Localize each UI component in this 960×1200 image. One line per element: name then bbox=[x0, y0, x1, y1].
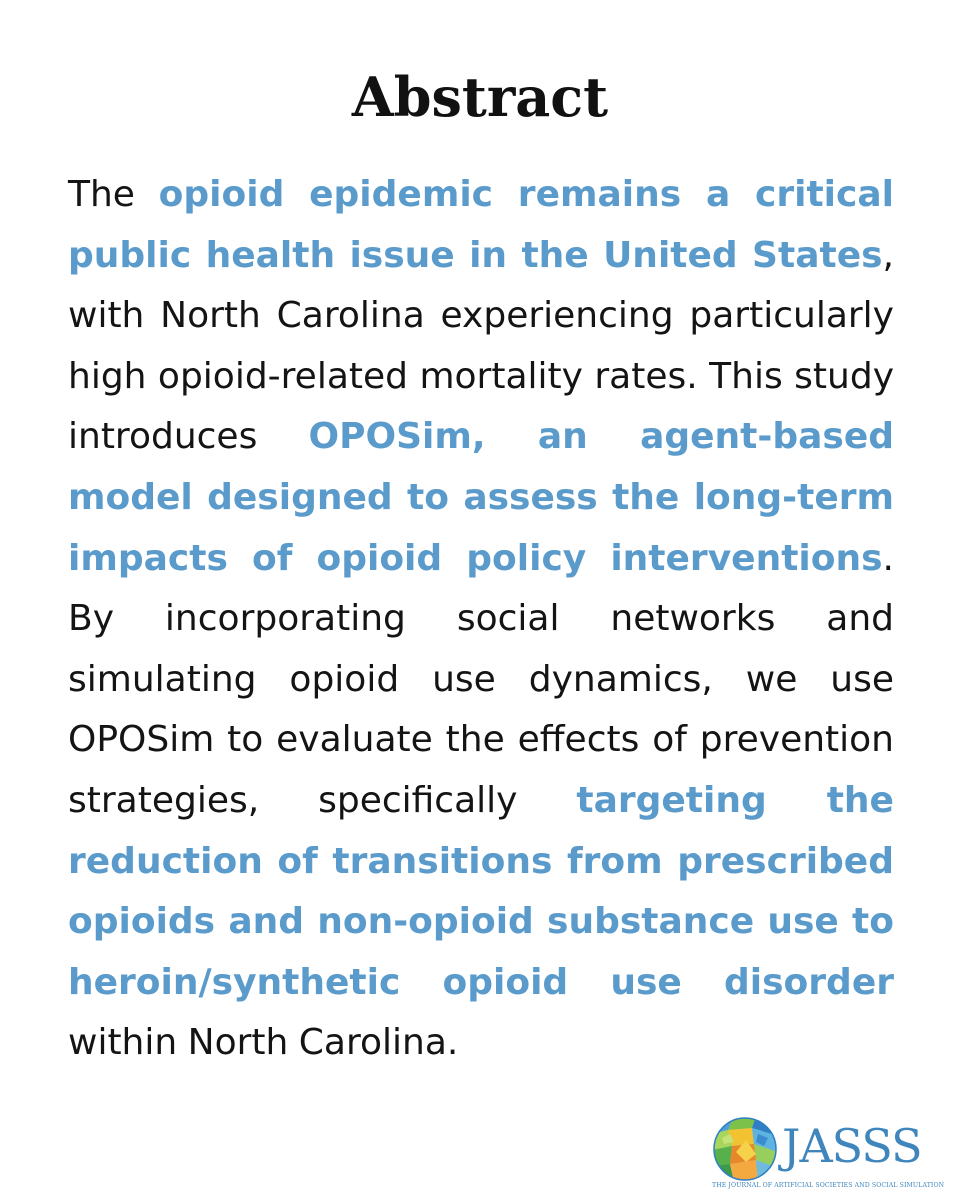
mosaic-globe-icon bbox=[712, 1116, 778, 1182]
abstract-plain-4: within North Carolina. bbox=[68, 1022, 459, 1064]
abstract-highlight-3: targeting the reduction of transitions from prescribed opioids and non-opioid substance use to heroin/synthetic opioid use disorder bbox=[68, 779, 894, 1003]
abstract-plain-2: , with North Carolina experiencing particularly high opioid-related mortality rates. This study introduces bbox=[68, 234, 894, 458]
logo-wordmark: JASSS bbox=[782, 1119, 922, 1173]
page-title: Abstract bbox=[351, 65, 609, 129]
abstract-text bbox=[68, 165, 894, 1074]
abstract-plain-1: The bbox=[68, 174, 159, 215]
jasss-logo bbox=[712, 1112, 952, 1194]
abstract-highlight-2: OPOSim, an agent-based model designed to assess the long-term impacts of opioid policy interventions bbox=[68, 416, 894, 579]
abstract-plain-3: . By incorporating social networks and simulating opioid use dynamics, we use OPOSim to evaluate the effects of prevention strategies, specifically bbox=[68, 537, 894, 821]
logo-tagline: THE JOURNAL OF ARTIFICIAL SOCIETIES AND SOCIAL SIMULATION bbox=[712, 1182, 945, 1189]
abstract-highlight-1: opioid epidemic remains a critical public health issue in the United States bbox=[68, 174, 894, 276]
